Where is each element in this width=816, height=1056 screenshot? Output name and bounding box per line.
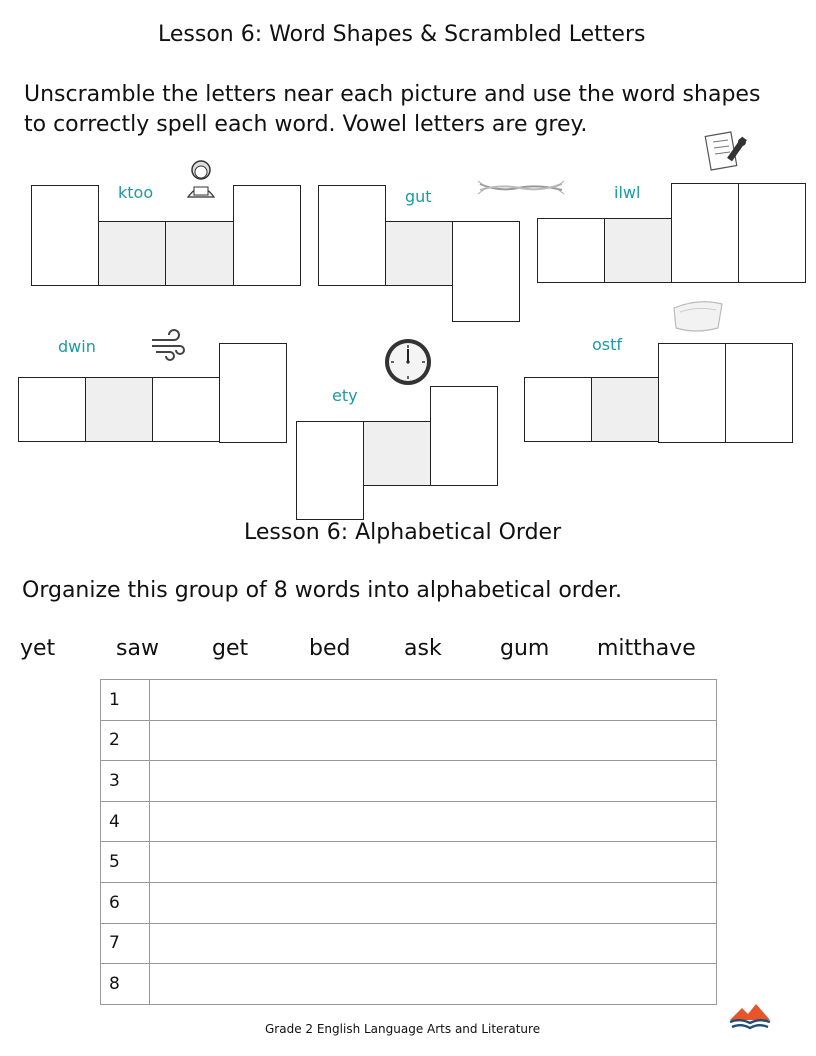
letter-box[interactable] bbox=[738, 183, 806, 283]
answer-cell[interactable] bbox=[150, 923, 717, 964]
girl-drawing-icon bbox=[180, 157, 222, 199]
letter-box[interactable] bbox=[219, 343, 287, 443]
scrambled-letters: ktoo bbox=[118, 183, 154, 202]
scrambled-letters: ostf bbox=[592, 335, 623, 354]
letter-box-vowel[interactable] bbox=[385, 221, 453, 286]
will-document-icon bbox=[704, 128, 752, 174]
row-number: 2 bbox=[101, 720, 150, 761]
table-row bbox=[101, 720, 717, 761]
alpha-instruction: Organize this group of 8 words into alphabetical order. bbox=[22, 578, 622, 603]
alpha-title: Lesson 6: Alphabetical Order bbox=[244, 520, 562, 545]
letter-box[interactable] bbox=[152, 377, 220, 442]
letter-box-vowel[interactable] bbox=[98, 221, 166, 286]
table-row bbox=[101, 964, 717, 1005]
row-number: 7 bbox=[101, 923, 150, 964]
row-number: 8 bbox=[101, 964, 150, 1005]
letter-box[interactable] bbox=[452, 221, 520, 322]
word: get bbox=[212, 636, 249, 661]
answer-cell[interactable] bbox=[150, 680, 717, 721]
lesson-title: Lesson 6: Word Shapes & Scrambled Letters bbox=[158, 22, 646, 47]
letter-box-vowel[interactable] bbox=[165, 221, 234, 286]
table-row bbox=[101, 801, 717, 842]
clock-icon bbox=[383, 337, 433, 387]
letter-box[interactable] bbox=[671, 183, 739, 283]
row-number: 1 bbox=[101, 680, 150, 721]
word: bed bbox=[309, 636, 351, 661]
answer-cell[interactable] bbox=[150, 882, 717, 923]
letter-box[interactable] bbox=[430, 386, 498, 486]
letter-box[interactable] bbox=[725, 343, 793, 443]
answer-cell[interactable] bbox=[150, 842, 717, 883]
table-row bbox=[101, 923, 717, 964]
letter-box[interactable] bbox=[524, 377, 592, 442]
letter-box[interactable] bbox=[31, 185, 99, 286]
word: mitthave bbox=[597, 636, 696, 661]
row-number: 5 bbox=[101, 842, 150, 883]
pillow-icon bbox=[670, 296, 726, 334]
answer-cell[interactable] bbox=[150, 761, 717, 802]
answer-cell[interactable] bbox=[150, 720, 717, 761]
wind-icon bbox=[150, 332, 186, 358]
word: yet bbox=[20, 636, 56, 661]
table-row bbox=[101, 842, 717, 883]
scrambled-letters: gut bbox=[405, 187, 432, 206]
instruction-line-2: to correctly spell each word. Vowel letters are grey. bbox=[24, 112, 588, 137]
letter-box[interactable] bbox=[233, 185, 301, 286]
word: ask bbox=[404, 636, 442, 661]
letter-box[interactable] bbox=[296, 421, 364, 520]
row-number: 3 bbox=[101, 761, 150, 802]
scrambled-letters: dwin bbox=[58, 337, 96, 356]
instruction-line-1: Unscramble the letters near each picture and use the word shapes bbox=[24, 82, 761, 107]
answer-cell[interactable] bbox=[150, 964, 717, 1005]
word: gum bbox=[500, 636, 550, 661]
scrambled-letters: ilwl bbox=[614, 183, 641, 202]
footer-text: Grade 2 English Language Arts and Literature bbox=[265, 1022, 541, 1036]
row-number: 6 bbox=[101, 882, 150, 923]
table-row bbox=[101, 680, 717, 721]
rope-icon bbox=[478, 178, 564, 198]
row-number: 4 bbox=[101, 801, 150, 842]
letter-box[interactable] bbox=[318, 185, 386, 286]
scrambled-letters: ety bbox=[332, 386, 358, 405]
answer-cell[interactable] bbox=[150, 801, 717, 842]
alphabetical-order-table bbox=[100, 679, 717, 1005]
letter-box-vowel[interactable] bbox=[604, 218, 672, 283]
letter-box-vowel[interactable] bbox=[591, 377, 659, 442]
word: saw bbox=[116, 636, 159, 661]
letter-box[interactable] bbox=[537, 218, 605, 283]
table-row bbox=[101, 882, 717, 923]
letter-box-vowel[interactable] bbox=[85, 377, 153, 442]
letter-box-vowel[interactable] bbox=[363, 421, 431, 486]
letter-box[interactable] bbox=[658, 343, 726, 443]
mountain-book-logo-icon bbox=[728, 1002, 772, 1030]
letter-box[interactable] bbox=[18, 377, 86, 442]
table-row bbox=[101, 761, 717, 802]
